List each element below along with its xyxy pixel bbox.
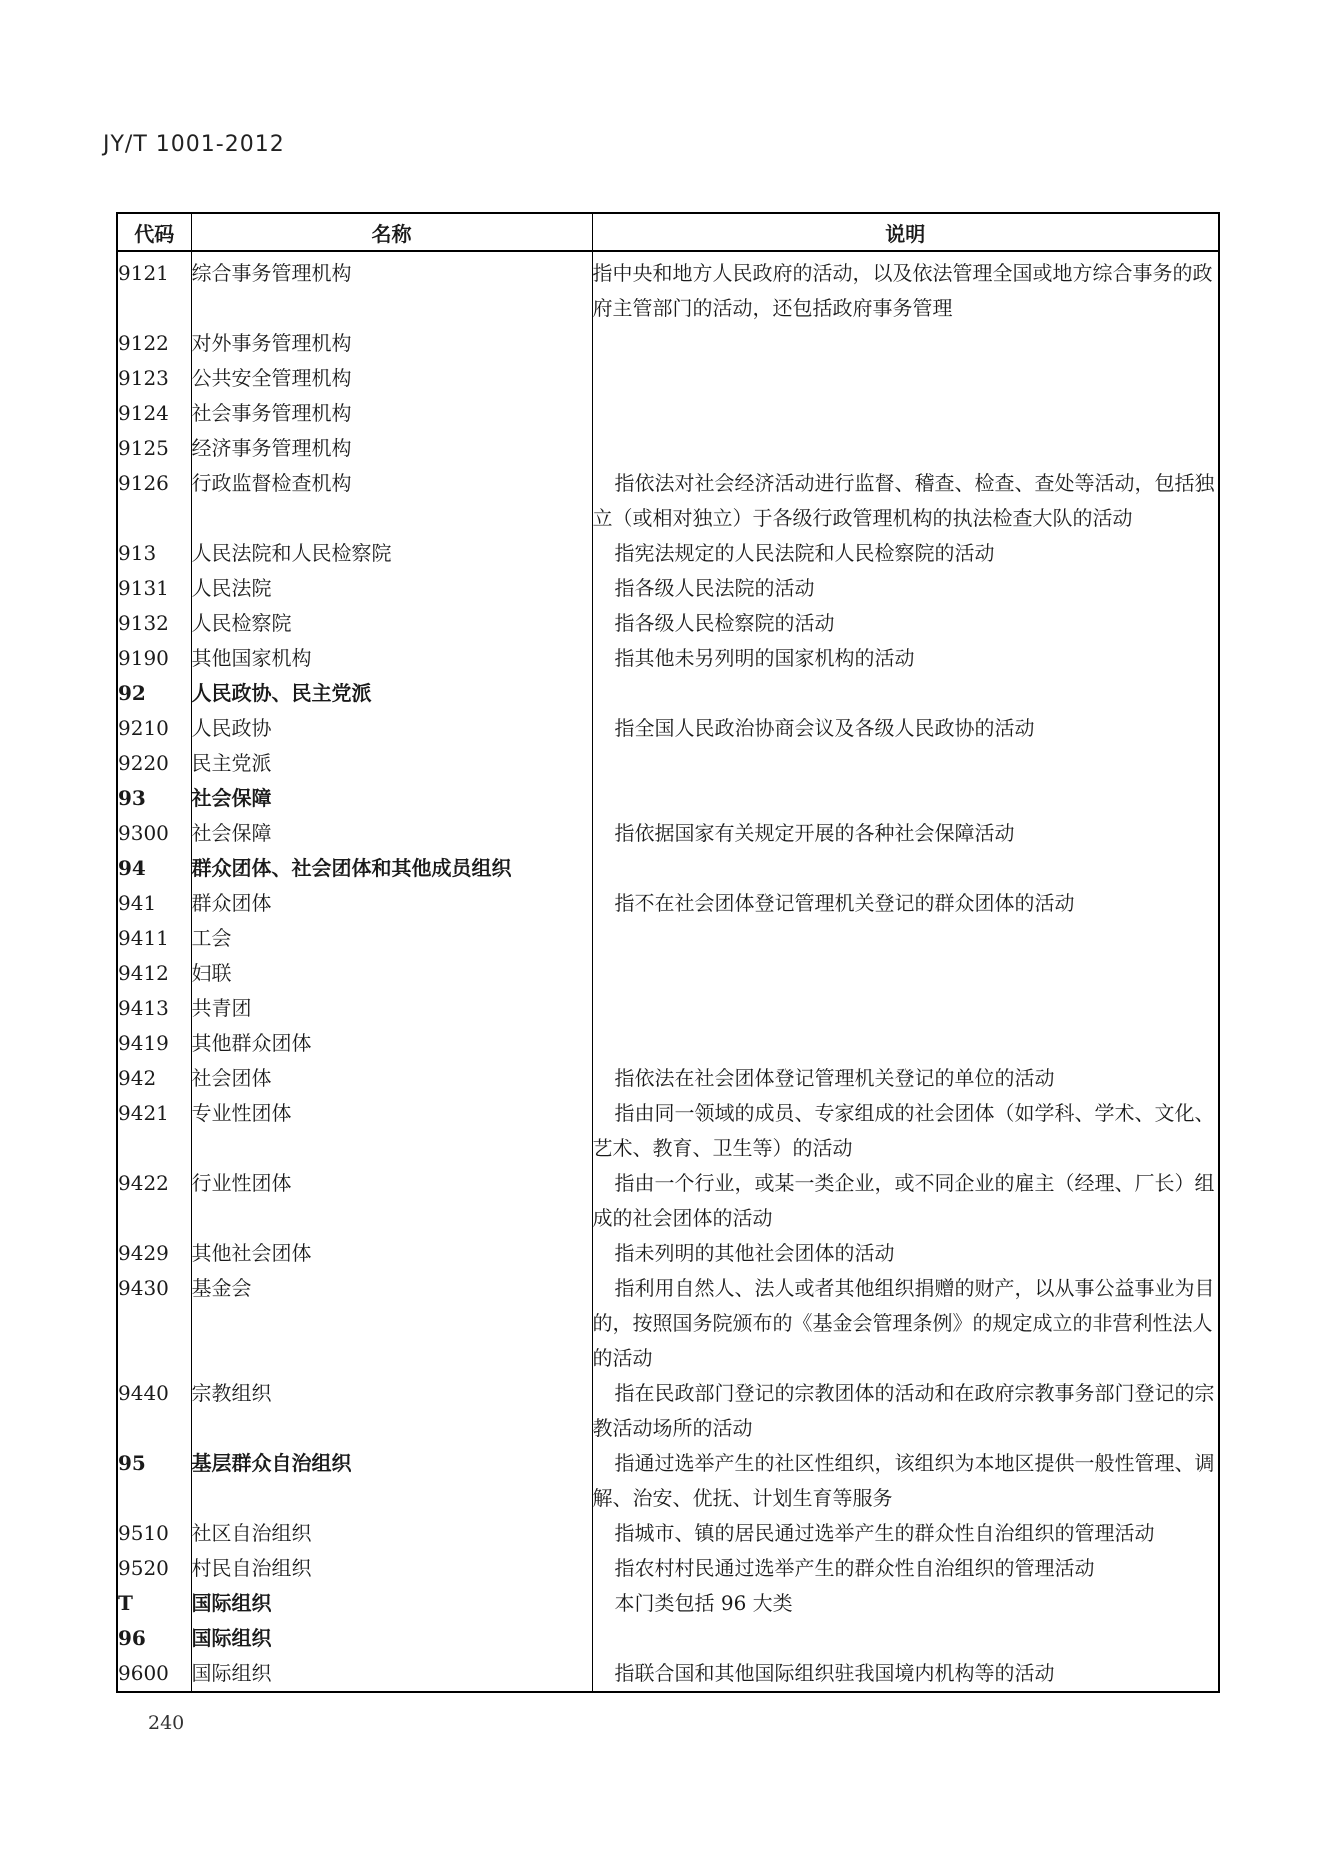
row-description: 指利用自然人、法人或者其他组织捐赠的财产，以从事公益事业为目的，按照国务院颁布的《基金会管理条例》的规定成立的非营利性法人的活动 xyxy=(592,1271,1219,1376)
row-code: T xyxy=(117,1586,191,1621)
row-description xyxy=(592,921,1219,956)
table-row xyxy=(117,361,1219,396)
row-code: 94 xyxy=(117,851,191,886)
row-name: 对外事务管理机构 xyxy=(191,326,592,361)
row-name: 宗教组织 xyxy=(191,1376,592,1446)
row-name: 国际组织 xyxy=(191,1656,592,1692)
row-name: 基层群众自治组织 xyxy=(191,1446,592,1516)
table-row xyxy=(117,781,1219,816)
row-name: 社会团体 xyxy=(191,1061,592,1096)
row-description: 指各级人民法院的活动 xyxy=(592,571,1219,606)
row-description: 指不在社会团体登记管理机关登记的群众团体的活动 xyxy=(592,886,1219,921)
row-code: 9411 xyxy=(117,921,191,956)
row-description: 指由一个行业，或某一类企业，或不同企业的雇主（经理、厂长）组成的社会团体的活动 xyxy=(592,1166,1219,1236)
row-code: 9600 xyxy=(117,1656,191,1692)
row-code: 9121 xyxy=(117,251,191,326)
table-body xyxy=(117,251,1219,1692)
row-description xyxy=(592,1621,1219,1656)
row-code: 9429 xyxy=(117,1236,191,1271)
table-row xyxy=(117,1061,1219,1096)
classification-table xyxy=(116,212,1220,1693)
table-row xyxy=(117,711,1219,746)
table-row xyxy=(117,1376,1219,1446)
table-row xyxy=(117,571,1219,606)
row-code: 9190 xyxy=(117,641,191,676)
table-row xyxy=(117,536,1219,571)
row-name: 工会 xyxy=(191,921,592,956)
table-row xyxy=(117,431,1219,466)
row-code: 9419 xyxy=(117,1026,191,1061)
row-description: 指城市、镇的居民通过选举产生的群众性自治组织的管理活动 xyxy=(592,1516,1219,1551)
row-code: 9421 xyxy=(117,1096,191,1166)
row-name: 国际组织 xyxy=(191,1586,592,1621)
table-row xyxy=(117,1621,1219,1656)
row-name: 社会保障 xyxy=(191,781,592,816)
table-row xyxy=(117,1236,1219,1271)
row-description: 指各级人民检察院的活动 xyxy=(592,606,1219,641)
row-name: 人民检察院 xyxy=(191,606,592,641)
row-description: 指宪法规定的人民法院和人民检察院的活动 xyxy=(592,536,1219,571)
table-row xyxy=(117,1271,1219,1376)
table-row xyxy=(117,991,1219,1026)
row-name: 共青团 xyxy=(191,991,592,1026)
row-code: 942 xyxy=(117,1061,191,1096)
row-name: 其他社会团体 xyxy=(191,1236,592,1271)
table-row xyxy=(117,1096,1219,1166)
row-code: 9125 xyxy=(117,431,191,466)
row-description: 指在民政部门登记的宗教团体的活动和在政府宗教事务部门登记的宗教活动场所的活动 xyxy=(592,1376,1219,1446)
row-name: 基金会 xyxy=(191,1271,592,1376)
row-description: 指依法对社会经济活动进行监督、稽查、检查、查处等活动，包括独立（或相对独立）于各级行政管理机构的执法检查大队的活动 xyxy=(592,466,1219,536)
row-name: 人民政协、民主党派 xyxy=(191,676,592,711)
row-name: 妇联 xyxy=(191,956,592,991)
row-code: 9520 xyxy=(117,1551,191,1586)
table-row xyxy=(117,676,1219,711)
row-description xyxy=(592,746,1219,781)
table-row xyxy=(117,1446,1219,1516)
row-name: 社会事务管理机构 xyxy=(191,396,592,431)
row-name: 国际组织 xyxy=(191,1621,592,1656)
row-code: 9413 xyxy=(117,991,191,1026)
table-row xyxy=(117,1516,1219,1551)
table-row xyxy=(117,746,1219,781)
row-description xyxy=(592,361,1219,396)
header-description: 说明 xyxy=(592,213,1219,251)
table-row xyxy=(117,326,1219,361)
row-code: 9440 xyxy=(117,1376,191,1446)
row-description: 指未列明的其他社会团体的活动 xyxy=(592,1236,1219,1271)
row-description xyxy=(592,1026,1219,1061)
row-code: 9124 xyxy=(117,396,191,431)
table-row xyxy=(117,921,1219,956)
standard-number: JY/T 1001-2012 xyxy=(103,132,285,157)
row-code: 9131 xyxy=(117,571,191,606)
row-name: 经济事务管理机构 xyxy=(191,431,592,466)
row-description xyxy=(592,991,1219,1026)
row-name: 社区自治组织 xyxy=(191,1516,592,1551)
row-code: 9300 xyxy=(117,816,191,851)
table-row xyxy=(117,606,1219,641)
table-row xyxy=(117,886,1219,921)
row-code: 9122 xyxy=(117,326,191,361)
row-code: 9510 xyxy=(117,1516,191,1551)
row-description xyxy=(592,676,1219,711)
row-description xyxy=(592,431,1219,466)
table-row xyxy=(117,641,1219,676)
row-name: 民主党派 xyxy=(191,746,592,781)
row-name: 专业性团体 xyxy=(191,1096,592,1166)
row-name: 人民政协 xyxy=(191,711,592,746)
row-code: 92 xyxy=(117,676,191,711)
row-description xyxy=(592,781,1219,816)
row-description xyxy=(592,956,1219,991)
table-row xyxy=(117,1586,1219,1621)
row-name: 人民法院和人民检察院 xyxy=(191,536,592,571)
row-name: 行业性团体 xyxy=(191,1166,592,1236)
row-code: 913 xyxy=(117,536,191,571)
row-code: 93 xyxy=(117,781,191,816)
row-description: 指农村村民通过选举产生的群众性自治组织的管理活动 xyxy=(592,1551,1219,1586)
header-code: 代码 xyxy=(117,213,191,251)
row-name: 行政监督检查机构 xyxy=(191,466,592,536)
row-description: 指通过选举产生的社区性组织，该组织为本地区提供一般性管理、调解、治安、优抚、计划生育等服务 xyxy=(592,1446,1219,1516)
table-row xyxy=(117,851,1219,886)
row-code: 9430 xyxy=(117,1271,191,1376)
row-code: 9422 xyxy=(117,1166,191,1236)
row-description: 本门类包括 96 大类 xyxy=(592,1586,1219,1621)
table-row xyxy=(117,816,1219,851)
row-description: 指联合国和其他国际组织驻我国境内机构等的活动 xyxy=(592,1656,1219,1692)
row-code: 95 xyxy=(117,1446,191,1516)
row-description: 指全国人民政治协商会议及各级人民政协的活动 xyxy=(592,711,1219,746)
table-row xyxy=(117,956,1219,991)
row-code: 9220 xyxy=(117,746,191,781)
row-description xyxy=(592,851,1219,886)
table-row xyxy=(117,396,1219,431)
row-description: 指中央和地方人民政府的活动，以及依法管理全国或地方综合事务的政府主管部门的活动，还包括政府事务管理 xyxy=(592,251,1219,326)
row-code: 941 xyxy=(117,886,191,921)
table-row xyxy=(117,1166,1219,1236)
row-name: 社会保障 xyxy=(191,816,592,851)
table-row xyxy=(117,1551,1219,1586)
row-name: 其他群众团体 xyxy=(191,1026,592,1061)
table-row xyxy=(117,1656,1219,1692)
row-name: 人民法院 xyxy=(191,571,592,606)
page-number: 240 xyxy=(148,1712,185,1734)
row-code: 9123 xyxy=(117,361,191,396)
table-row xyxy=(117,466,1219,536)
row-description: 指依法在社会团体登记管理机关登记的单位的活动 xyxy=(592,1061,1219,1096)
row-description: 指由同一领域的成员、专家组成的社会团体（如学科、学术、文化、艺术、教育、卫生等）的活动 xyxy=(592,1096,1219,1166)
row-description xyxy=(592,396,1219,431)
row-name: 公共安全管理机构 xyxy=(191,361,592,396)
row-description: 指依据国家有关规定开展的各种社会保障活动 xyxy=(592,816,1219,851)
row-description xyxy=(592,326,1219,361)
table-header-row xyxy=(117,213,1219,251)
row-code: 9126 xyxy=(117,466,191,536)
row-name: 综合事务管理机构 xyxy=(191,251,592,326)
row-description: 指其他未另列明的国家机构的活动 xyxy=(592,641,1219,676)
header-name: 名称 xyxy=(191,213,592,251)
row-name: 村民自治组织 xyxy=(191,1551,592,1586)
row-name: 其他国家机构 xyxy=(191,641,592,676)
row-code: 9132 xyxy=(117,606,191,641)
row-code: 9210 xyxy=(117,711,191,746)
row-code: 96 xyxy=(117,1621,191,1656)
row-code: 9412 xyxy=(117,956,191,991)
table-row xyxy=(117,1026,1219,1061)
row-name: 群众团体、社会团体和其他成员组织 xyxy=(191,851,592,886)
row-name: 群众团体 xyxy=(191,886,592,921)
table-row xyxy=(117,251,1219,326)
